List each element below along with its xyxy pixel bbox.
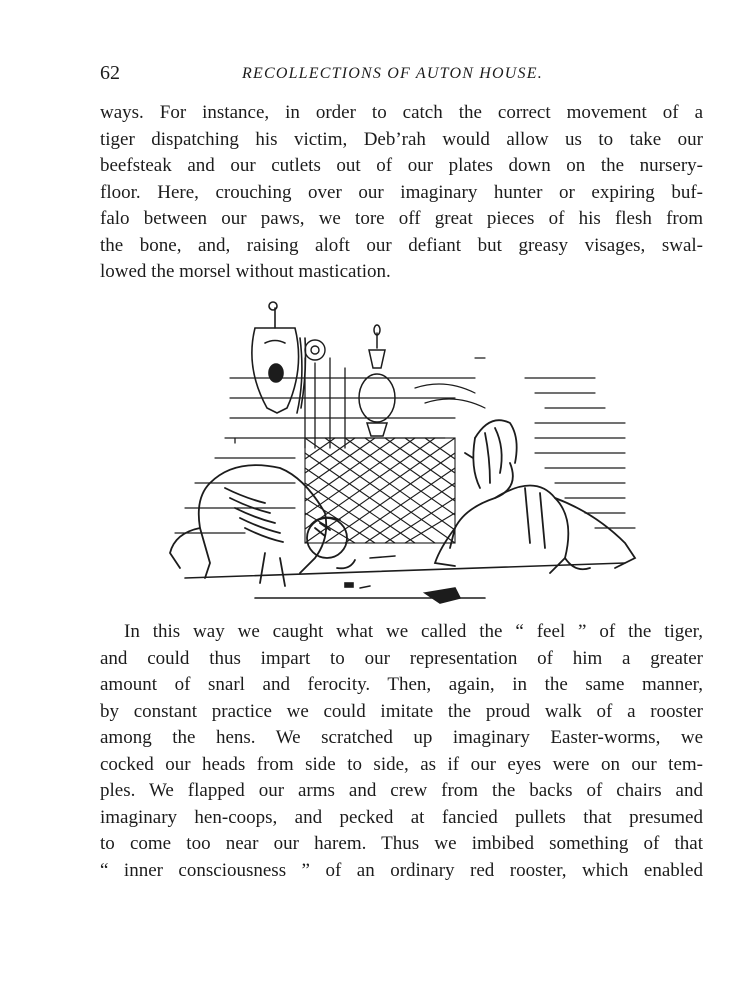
text-line: ples. We flapped our arms and crew from the backs of chairs and: [100, 780, 703, 801]
engraving-children-playing-tiger-icon: [155, 298, 670, 610]
text-line: floor. Here, crouching over our imaginary hunter or expiring buf-: [100, 181, 703, 203]
page-header: [100, 62, 700, 88]
bellows-icon: [252, 302, 306, 413]
text-line: ways. For instance, in order to catch the correct movement of a: [100, 102, 703, 123]
text-line: “ inner consciousness ” of an ordinary red rooster, which enabled: [100, 859, 703, 881]
text-line: tiger dispatching his victim, Deb’rah would allow us to take our: [100, 128, 703, 150]
paragraph-1: [100, 100, 703, 286]
text-line: by constant practice we could imitate the proud walk of a rooster: [100, 700, 703, 722]
text-line: beefsteak and our cutlets out of our plates down on the nursery-: [100, 155, 703, 176]
text-line: the bone, and, raising aloft our defiant but greasy visages, swal-: [100, 234, 703, 256]
girl-figure-icon: [435, 420, 635, 573]
text-line: to come too near our harem. Thus we imbibed something of that: [100, 833, 703, 854]
text-line: imaginary hen-coops, and pecked at fancied pullets that presumed: [100, 806, 703, 828]
text-line: and could thus impart to our representation of him a greater: [100, 647, 703, 669]
text-line: In this way we caught what we called the “ feel ” of the tiger,: [124, 621, 703, 642]
page-number: 62: [100, 62, 120, 84]
text-line: among the hens. We scratched up imaginary Easter-worms, we: [100, 727, 703, 748]
paragraph-2: [100, 619, 703, 884]
text-line: cocked our heads from side to side, as if our eyes were on our tem-: [100, 753, 703, 775]
text-line: lowed the morsel without mastication.: [100, 261, 391, 282]
text-line: amount of snarl and ferocity. Then, again, in the same manner,: [100, 674, 703, 695]
candlestick-icon: [359, 325, 395, 436]
text-line: falo between our paws, we tore off great pieces of his flesh from: [100, 208, 703, 229]
wall-plate-icon: [305, 340, 325, 360]
running-head: RECOLLECTIONS OF AUTON HOUSE.: [242, 65, 543, 82]
